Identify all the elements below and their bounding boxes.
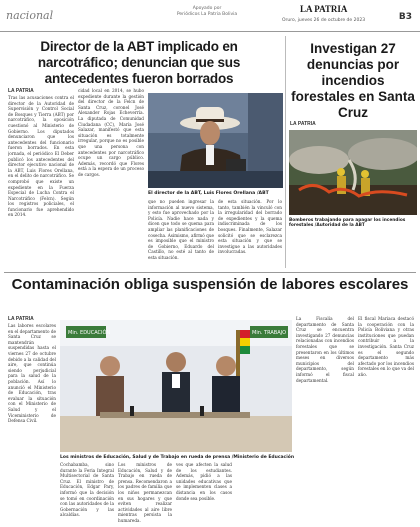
photo-firefighters (289, 130, 417, 215)
contaminacion-body-col3: Los ministros de Educación, Salud y de Trabajo en rueda de prensa. Recomendaron a los padres de familia que los niños permanezcan en sus hogares y que eviten realizar actividades al aire libre mientras persista la humareda. (118, 462, 172, 523)
column-divider (285, 36, 286, 268)
kicker-incendios: LA PATRIA (290, 121, 316, 127)
headline-contaminacion: Contaminación obliga suspensión de labores escolares (11, 276, 409, 293)
headline-abt: Director de la ABT implicado en narcotráfico; denuncian que sus antecedentes fueron borrados (37, 39, 241, 86)
caption-abt-photo: El director de la ABT, Luis Flores Orellana /ABT (148, 191, 269, 196)
sign-right-text: Min. TRABAJO (252, 330, 287, 336)
contaminacion-body-col2: Cochabamba, sino durante la Feria Integral Multisectorial de Santa Cruz. El ministro de Educación, Edgar Pary, informó que la decisión se tomó en coordinación con las autoridades de la Gobernación y las alcaldías. (60, 462, 114, 518)
abt-body-col2: cidad local en 2014, se hubo expediente durante la gestión del director de la Felcn de Santa Cruz, coronel José Alexander Rojas Echeverría. La diputada de Comunidad Ciudadana (CC), María José Salazar, manifestó que esta situación es totalmente irregular, porque no es posible que una persona con antecedentes por narcotráfico ocupe un cargo público. Además, recordó que Flores está a la espera de un proceso de cargos. (78, 88, 144, 177)
photo-press-conference (60, 320, 292, 452)
photo-press-conference-illustration (60, 320, 292, 452)
photo-abt-director-illustration (148, 93, 283, 188)
abt-body-col3: que no pueden ingresar la información al nuevo sistema, y esto fue aprovechado por la Policía. Nadie hace nada y dicen que todo se quema para ampliar las planificaciones de cosecha. Asimismo, afirmó que es imposible que el ministro de Gobierno, Eduardo del Castillo, no esté al tanto de esta situación. (148, 199, 214, 260)
kicker-abt: LA PATRIA (8, 88, 34, 94)
abt-body-col4: de esta situación. Por lo tanto, también la vinculó con la irregularidad del borrado de expedientes y la quema indiscriminada de los bosques. Finalmente, Salazar solicitó que se esclarezca esta situación y que se investigue a las autoridades involucradas. (218, 199, 282, 255)
abt-body-col1: Tras las acusaciones contra el director de la Autoridad de Supervisión y Control Social de Bosques y Tierra (ABT) por narcotráfico, la oposición cuestionó al Ministerio de Gobierno. Los diputados denunciaron que los antecedentes del funcionario fueron borrados. En esta jornada, el periódico El Deber publicó los antecedentes del director ejecutivo nacional de la ABT, Luis Flores Orellana, en el delito de narcotráfico. Se comprobó que existe un expediente en la Fuerza Especial de Lucha Contra el Narcotráfico (Felcn). Según los registros policiales, el funcionario fue aprehendido en 2014. (8, 95, 74, 218)
section-label: nacional (6, 9, 54, 22)
contaminacion-body-col5: La Fiscalía del departamento de Santa Cruz se encuentra investigando 27 denuncias relacionadas con incendios forestales que se presentaron en los últimos meses en diversos municipios del departamento, según informó el fiscal departamental. (296, 316, 354, 383)
header-sponsor-line2: Periódicos La Patria Bolivia (176, 12, 238, 17)
caption-firefighters: Bomberos trabajando para apagar los incendios forestales /Autoridad de la ABT (289, 218, 406, 228)
contaminacion-body-col1: Las labores escolares en el departamento de Santa Cruz se mantendrán suspendidas hasta el viernes 27 de octubre debido a la calidad del aire, que continúa siendo perjudicial para la salud de la población. Así lo anunció el Ministerio de Educación, tras evaluar la situación con el Ministerio de Salud y el Viceministerio de Defensa Civil. (8, 323, 56, 424)
issue-date: Oruro, jueves 26 de octubre de 2023 (282, 18, 366, 23)
page-number: B3 (398, 12, 412, 22)
kicker-contaminacion: LA PATRIA (8, 316, 34, 322)
header-sponsor-line1: Apoyado por (192, 6, 222, 11)
caption-press-conference: Los ministros de Educación, Salud y de Trabajo en rueda de prensa /Ministerio de Educación (60, 455, 295, 460)
newspaper-logo: LA PATRIA (300, 4, 348, 14)
header-center-text (162, 6, 252, 18)
contaminacion-body-col4: ves que afecten la salud de los estudiantes. Además, pidió a las unidades educativas que se implementen clases a distancia en los casos donde sea posible. (176, 462, 232, 501)
photo-abt-director (148, 93, 283, 188)
section-divider (4, 272, 416, 273)
photo-firefighters-illustration (289, 130, 417, 215)
sign-left-text: Min. EDUCACIÓN (68, 330, 111, 336)
page-header (0, 0, 420, 32)
headline-incendios: Investigan 27 denuncias por incendios forestales en Santa Cruz (291, 41, 415, 120)
contaminacion-body-col6: El fiscal Mariaca destacó la cooperación con la Policía Boliviana y otras instituciones que puedan contribuir a la investigación. Santa Cruz es el segundo departamento más afectado por los incendios forestales en lo que va del año. (358, 316, 414, 377)
